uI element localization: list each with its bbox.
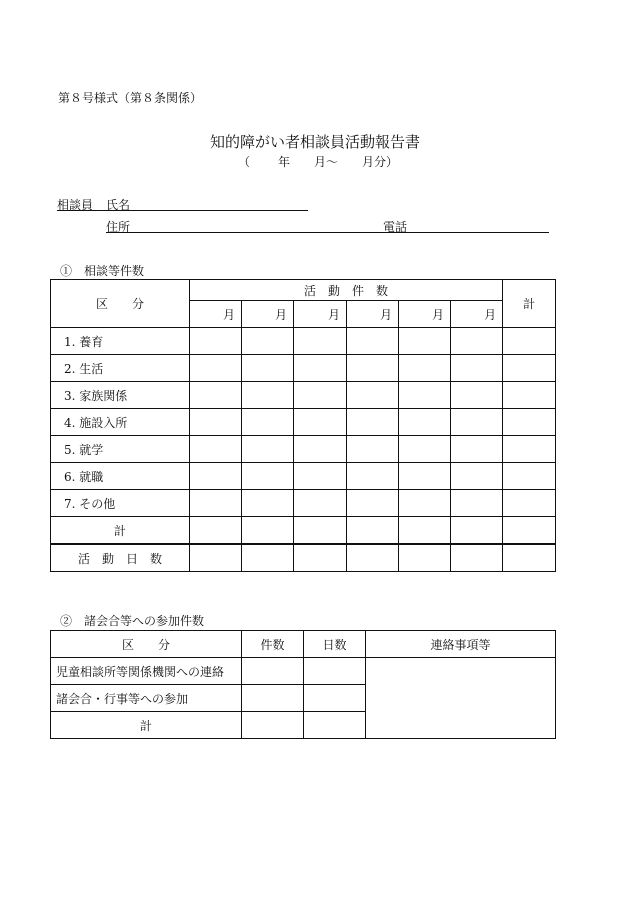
entry-cell[interactable]	[347, 382, 399, 409]
period-year: 年	[278, 155, 291, 169]
entry-cell[interactable]	[242, 328, 294, 355]
entry-cell[interactable]	[242, 436, 294, 463]
days-cell[interactable]	[304, 712, 366, 739]
entry-cell[interactable]	[451, 544, 503, 572]
total-cell[interactable]	[503, 490, 556, 517]
month-header: 月	[451, 301, 503, 328]
entry-cell[interactable]	[399, 436, 451, 463]
entry-cell[interactable]	[242, 463, 294, 490]
consultation-count-table	[50, 279, 556, 572]
entry-cell[interactable]	[190, 355, 242, 382]
days-cell[interactable]	[304, 685, 366, 712]
table-row	[51, 409, 556, 436]
entry-cell[interactable]	[242, 355, 294, 382]
row-label: 2. 生活	[51, 355, 190, 382]
address-phone-field[interactable]	[106, 232, 549, 233]
entry-cell[interactable]	[451, 490, 503, 517]
entry-cell[interactable]	[347, 490, 399, 517]
entry-cell[interactable]	[190, 463, 242, 490]
entry-cell[interactable]	[347, 409, 399, 436]
entry-cell[interactable]	[347, 544, 399, 572]
total-cell[interactable]	[503, 436, 556, 463]
entry-cell[interactable]	[190, 436, 242, 463]
entry-cell[interactable]	[399, 355, 451, 382]
table-row	[51, 463, 556, 490]
entry-cell[interactable]	[347, 517, 399, 545]
month-header: 月	[347, 301, 399, 328]
name-field[interactable]	[57, 210, 308, 211]
entry-cell[interactable]	[451, 436, 503, 463]
form-number: 第８号様式（第８条関係）	[58, 91, 203, 105]
entry-cell[interactable]	[294, 328, 347, 355]
count-header: 件数	[242, 631, 304, 658]
period-open: （	[238, 155, 251, 169]
entry-cell[interactable]	[399, 409, 451, 436]
month-header: 月	[399, 301, 451, 328]
table-row	[51, 658, 556, 685]
entry-cell[interactable]	[190, 544, 242, 572]
days-cell[interactable]	[304, 658, 366, 685]
entry-cell[interactable]	[347, 463, 399, 490]
period-month: 月～	[314, 155, 339, 169]
entry-cell[interactable]	[242, 517, 294, 545]
table-row	[51, 436, 556, 463]
category-header: 区 分	[51, 280, 190, 328]
meeting-participation-table	[50, 630, 556, 739]
entry-cell[interactable]	[399, 490, 451, 517]
row-label: 児童相談所等関係機関への連絡	[51, 658, 242, 685]
entry-cell[interactable]	[451, 382, 503, 409]
entry-cell[interactable]	[294, 436, 347, 463]
category-header: 区 分	[51, 631, 242, 658]
table-row	[51, 544, 556, 572]
entry-cell[interactable]	[190, 328, 242, 355]
days-header: 日数	[304, 631, 366, 658]
entry-cell[interactable]	[347, 355, 399, 382]
entry-cell[interactable]	[294, 490, 347, 517]
total-cell[interactable]	[503, 328, 556, 355]
entry-cell[interactable]	[190, 490, 242, 517]
count-cell[interactable]	[242, 685, 304, 712]
table-row	[51, 490, 556, 517]
month-header: 月	[294, 301, 347, 328]
entry-cell[interactable]	[294, 544, 347, 572]
entry-cell[interactable]	[242, 382, 294, 409]
row-label: 5. 就学	[51, 436, 190, 463]
entry-cell[interactable]	[294, 517, 347, 545]
row-label: 1. 養育	[51, 328, 190, 355]
entry-cell[interactable]	[190, 382, 242, 409]
total-cell[interactable]	[503, 463, 556, 490]
entry-cell[interactable]	[294, 409, 347, 436]
counselor-label: 相談員	[57, 198, 94, 212]
section2-heading: ② 諸会合等への参加件数	[60, 614, 205, 628]
entry-cell[interactable]	[451, 463, 503, 490]
notes-cell[interactable]	[366, 658, 556, 739]
entry-cell[interactable]	[242, 544, 294, 572]
row-label: 7. その他	[51, 490, 190, 517]
total-cell[interactable]	[503, 382, 556, 409]
page-title: 知的障がい者相談員活動報告書	[209, 133, 420, 151]
total-row-label: 計	[51, 517, 190, 545]
entry-cell[interactable]	[451, 355, 503, 382]
total-cell[interactable]	[503, 409, 556, 436]
phone-label: 電話	[383, 220, 408, 234]
entry-cell[interactable]	[190, 409, 242, 436]
count-cell[interactable]	[242, 712, 304, 739]
entry-cell[interactable]	[242, 490, 294, 517]
table-row	[51, 517, 556, 545]
total-row-label: 計	[51, 712, 242, 739]
entry-cell[interactable]	[294, 382, 347, 409]
count-cell[interactable]	[242, 658, 304, 685]
name-label: 氏名	[106, 198, 131, 212]
table-row	[51, 328, 556, 355]
entry-cell[interactable]	[190, 517, 242, 545]
table-row	[51, 355, 556, 382]
entry-cell[interactable]	[451, 409, 503, 436]
entry-cell[interactable]	[399, 382, 451, 409]
total-cell[interactable]	[503, 517, 556, 545]
entry-cell[interactable]	[451, 328, 503, 355]
period-month-end: 月分）	[362, 155, 399, 169]
row-label: 3. 家族関係	[51, 382, 190, 409]
total-cell[interactable]	[503, 544, 556, 572]
activity-days-label: 活 動 日 数	[51, 544, 190, 572]
notes-header: 連絡事項等	[366, 631, 556, 658]
total-cell[interactable]	[503, 355, 556, 382]
month-header: 月	[242, 301, 294, 328]
address-label: 住所	[106, 220, 131, 234]
activity-count-header: 活 動 件 数	[190, 280, 503, 301]
entry-cell[interactable]	[294, 463, 347, 490]
entry-cell[interactable]	[347, 436, 399, 463]
entry-cell[interactable]	[294, 355, 347, 382]
row-label: 諸会合・行事等への参加	[51, 685, 242, 712]
entry-cell[interactable]	[399, 517, 451, 545]
entry-cell[interactable]	[451, 517, 503, 545]
entry-cell[interactable]	[347, 328, 399, 355]
row-label: 6. 就職	[51, 463, 190, 490]
row-label: 4. 施設入所	[51, 409, 190, 436]
entry-cell[interactable]	[399, 328, 451, 355]
table-row	[51, 382, 556, 409]
entry-cell[interactable]	[399, 544, 451, 572]
month-header: 月	[190, 301, 242, 328]
section1-heading: ① 相談等件数	[60, 264, 145, 278]
total-header: 計	[503, 280, 556, 328]
entry-cell[interactable]	[242, 409, 294, 436]
entry-cell[interactable]	[399, 463, 451, 490]
